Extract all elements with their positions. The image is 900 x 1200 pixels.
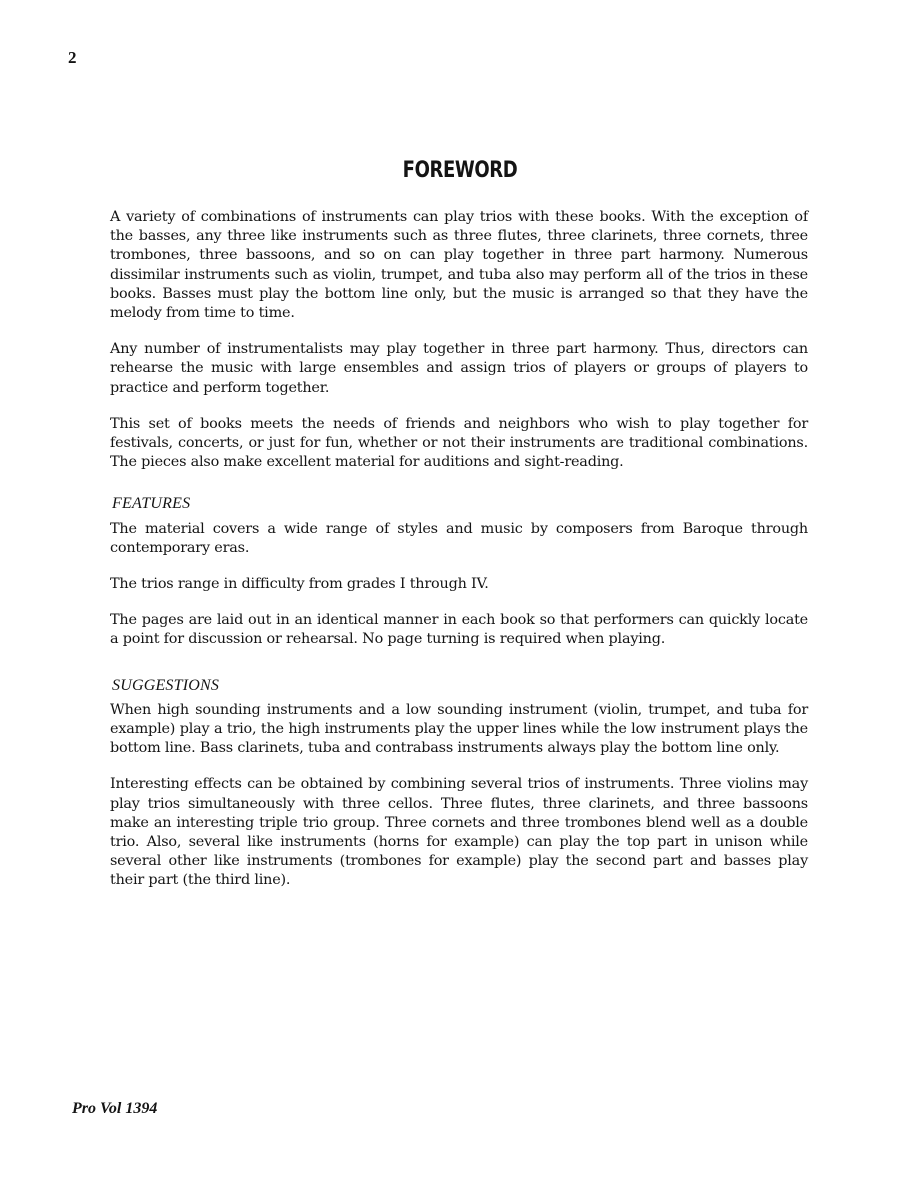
suggestions-paragraph-2: Interesting effects can be obtained by combining several trios of instruments. Three violins may play trios simultaneously with three cellos. Three flutes, three clarinets, and three bassoons make an interesting triple trio group. Three cornets and three trombones blend well as a double trio. Also, several like instruments (horns for example) can play the top part in unison while several other like instruments (trombones for example) play the second part and basses play their part (the third line). xyxy=(110,776,808,889)
features-paragraph-3: The pages are laid out in an identical manner in each book so that performers can quickly locate a point for discussion or rehearsal. No page turning is required when playing. xyxy=(110,612,808,648)
suggestions-paragraph-1: When high sounding instruments and a low sounding instrument (violin, trumpet, and tuba for example) play a trio, the high instruments play the upper lines while the low instrument plays the bottom line. Bass clarinets, tuba and contrabass instruments always play the bottom line only. xyxy=(110,701,808,757)
features-paragraph-1: The material covers a wide range of styles and music by composers from Baroque through contemporary eras. xyxy=(110,520,808,556)
suggestions-heading: SUGGESTIONS xyxy=(112,676,220,694)
features-heading: FEATURES xyxy=(112,495,191,513)
intro-paragraph-1: A variety of combinations of instruments can play trios with these books. With the exception of the basses, any three like instruments such as three flutes, three clarinets, three cornets, three trombones, three bassoons, and so on can play together in three part harmony. Numerous dissimilar instruments such as violin, trumpet, and tuba also may perform all of the trios in these books. Basses must play the bottom line only, but the music is arranged so that they have the melody from time to time. xyxy=(110,209,808,322)
page-title: FOREWORD xyxy=(402,158,518,183)
footer-catalog-number: Pro Vol 1394 xyxy=(72,1100,158,1117)
page-number: 2 xyxy=(68,48,77,67)
intro-paragraph-3: This set of books meets the needs of friends and neighbors who wish to play together for festivals, concerts, or just for fun, whether or not their instruments are traditional combinations. The pieces also make excellent material for auditions and sight-reading. xyxy=(110,415,808,471)
intro-paragraph-2: Any number of instrumentalists may play together in three part harmony. Thus, directors can rehearse the music with large ensembles and assign trios of players or groups of players to practice and perform together. xyxy=(110,341,808,396)
main-content xyxy=(110,208,808,908)
features-paragraph-2: The trios range in difficulty from grades I through IV. xyxy=(110,576,489,593)
